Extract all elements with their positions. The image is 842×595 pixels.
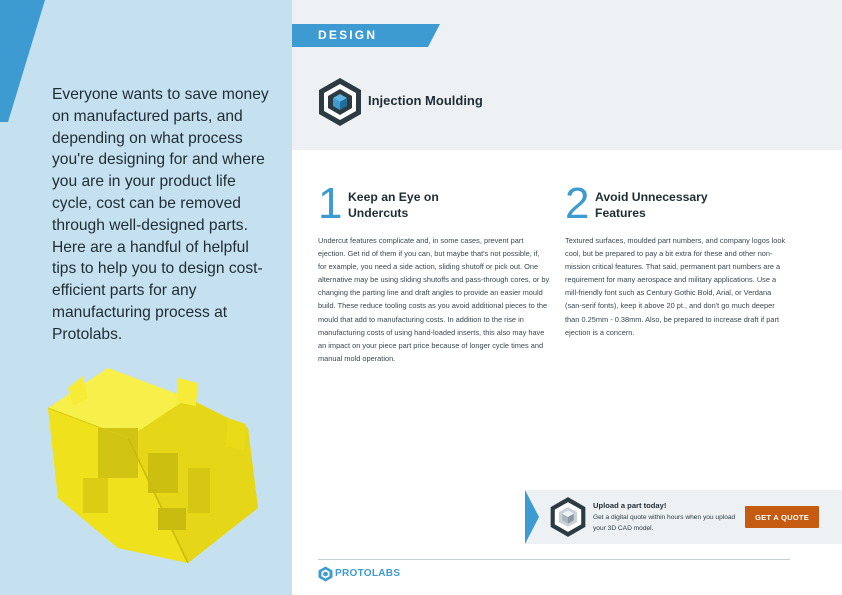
- tip-title: Keep an Eye on Undercuts: [348, 190, 439, 220]
- tip-number: 1: [318, 179, 343, 228]
- arrow-marker-icon: [525, 490, 541, 544]
- tip-title: Avoid Unnecessary Features: [595, 190, 708, 220]
- tip-number: 2: [565, 179, 590, 228]
- design-tab-label: DESIGN: [318, 28, 378, 42]
- tip-body: Undercut features complicate and, in some cases, prevent part ejection. Get rid of them if you can, but maybe that's not possible, if, for example, you need a side action, sliding shutoff or pick out. One alternative may be using sliding shutoffs and pass-through cores, or by changing the parting line and draft angles to provide an easier mould build. These reduce tooling costs as you avoid additional pieces to the mould that add to manufacturing costs. In addition to the rise in manufacturing costs of using hand-loaded inserts, this also may have an impact on your piece part price because of longer cycle times and manual mold operation.: [318, 236, 550, 363]
- header-band: [292, 0, 842, 150]
- tip-body: Textured surfaces, moulded part numbers, and company logos look cool, but be prepared to pay a bit extra for these and other non-mission critical features. That said, permanent part numbers are a requirement for many aerospace and military applications. Use a mill-friendly font such as Century Gothic Bold, Arial, or Verdana (san-serif fonts), keep it above 20 pt., and don't go much deeper than 0.25mm - 0.38mm. Also, be prepared to increase draft if part ejection is a concern.: [565, 236, 786, 337]
- get-a-quote-button[interactable]: GET A QUOTE: [745, 506, 819, 528]
- footer-divider: [318, 559, 790, 560]
- hexagon-cube-icon: [317, 77, 363, 127]
- protolabs-brand: PROTOLABS: [335, 568, 401, 579]
- section-title: Injection Moulding: [368, 93, 483, 108]
- cta-title: Upload a part today!: [593, 501, 667, 510]
- protolabs-logo-icon: [318, 566, 333, 582]
- cta-text: Get a digital quote within hours when you upload your 3D CAD model.: [593, 514, 736, 532]
- moulded-part-image: [38, 358, 268, 570]
- intro-text: Everyone wants to save money on manufactured parts, and depending on what process you're designing for and where you are in your product life cycle, cost can be removed through well-designed parts. Here are a handful of helpful tips to help you to design cost-efficient parts for any manufacturing process at Protolabs.: [52, 86, 269, 343]
- hexagon-cube-icon: [549, 496, 587, 538]
- decorative-stripe: [0, 0, 60, 140]
- left-panel: [0, 0, 292, 595]
